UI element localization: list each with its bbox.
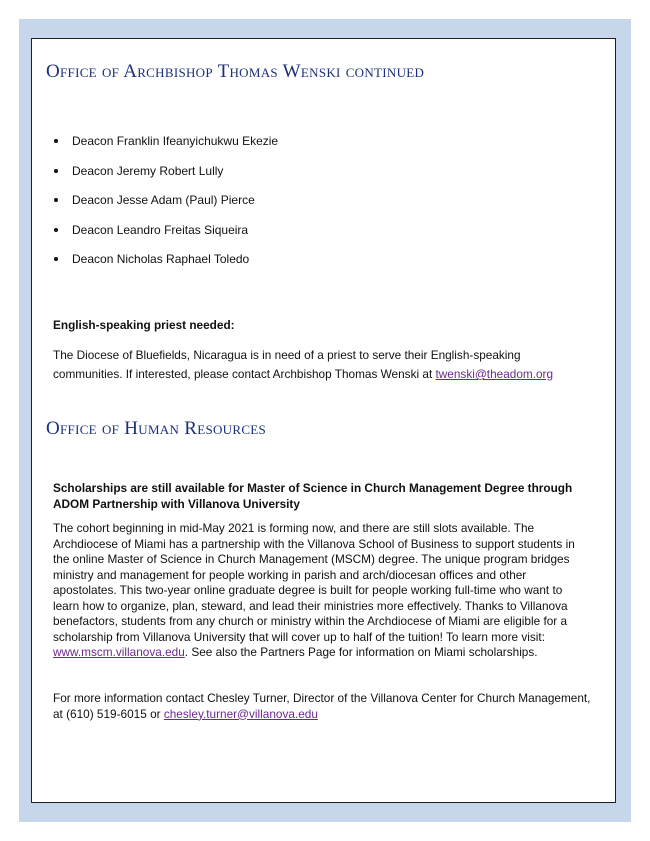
list-item [54,133,278,163]
deacon-list [54,133,278,281]
section-title-human-resources: Office of Human Resources [46,418,267,439]
scholarship-body [53,521,591,661]
priest-needed-text [53,346,591,384]
bullet-icon [54,228,58,232]
deacon-name: Deacon Leandro Freitas Siqueira [72,222,249,237]
bullet-icon [54,257,58,261]
page-content [31,38,616,803]
scholarship-heading: Scholarships are still available for Master of Science in Church Management Degree through ADOM Partnership with Villanova University [53,481,573,511]
deacon-name: Deacon Nicholas Raphael Toledo [72,252,250,266]
deacon-name: Deacon Jeremy Robert Lully [72,163,224,178]
scholarship-text-end: . See also the Partners Page for information on Miami scholarships. [184,645,538,659]
bullet-icon [54,198,58,202]
list-item [54,163,278,193]
contact-paragraph [53,691,591,722]
deacon-name: Deacon Jesse Adam (Paul) Pierce [72,193,255,207]
list-item [54,192,278,222]
email-link-wenski[interactable]: twenski@theadom.org [435,367,554,381]
page-frame [19,19,631,822]
scholarship-text: The cohort beginning in mid-May 2021 is forming now, and there are still slots available. The Archdiocese of Miami has a partnership with the Villanova School of Business to support students in the online Master of Science in Church Management (MSCM) degree. The unique program bridges ministry and management for people working in parish and arch/diocesan offices and other apostolates. This two-year online graduate degree is built for people working full-time who want to learn how to organize, plan, steward, and lead their ministries more effectively. Thanks to Villanova benefactors, students from any church or ministry within the Archdiocese of Miami are eligible for a scholarship from Villanova University that will cover up to half of the tuition! To learn more visit: [53,521,575,644]
deacon-name: Deacon Franklin Ifeanyichukwu Ekezie [72,134,279,148]
mscm-website-link[interactable]: www.mscm.villanova.edu [53,645,185,659]
email-link-turner[interactable]: chesley.turner@villanova.edu [163,706,318,721]
list-item [54,222,278,252]
list-item [54,251,278,281]
priest-needed-body: The Diocese of Bluefields, Nicaragua is in need of a priest to serve their English-speaking communities. If interested, please contact Archbishop Thomas Wenski at [53,348,521,381]
bullet-icon [54,139,58,143]
contact-text: For more information contact Chesley Turner, Director of the Villanova Center for Church Management, at (610) 519-6015 or [53,691,591,721]
section-title-archbishop: Office of Archbishop Thomas Wenski continued [46,61,425,82]
bullet-icon [54,169,58,173]
priest-needed-heading: English-speaking priest needed: [53,318,235,332]
